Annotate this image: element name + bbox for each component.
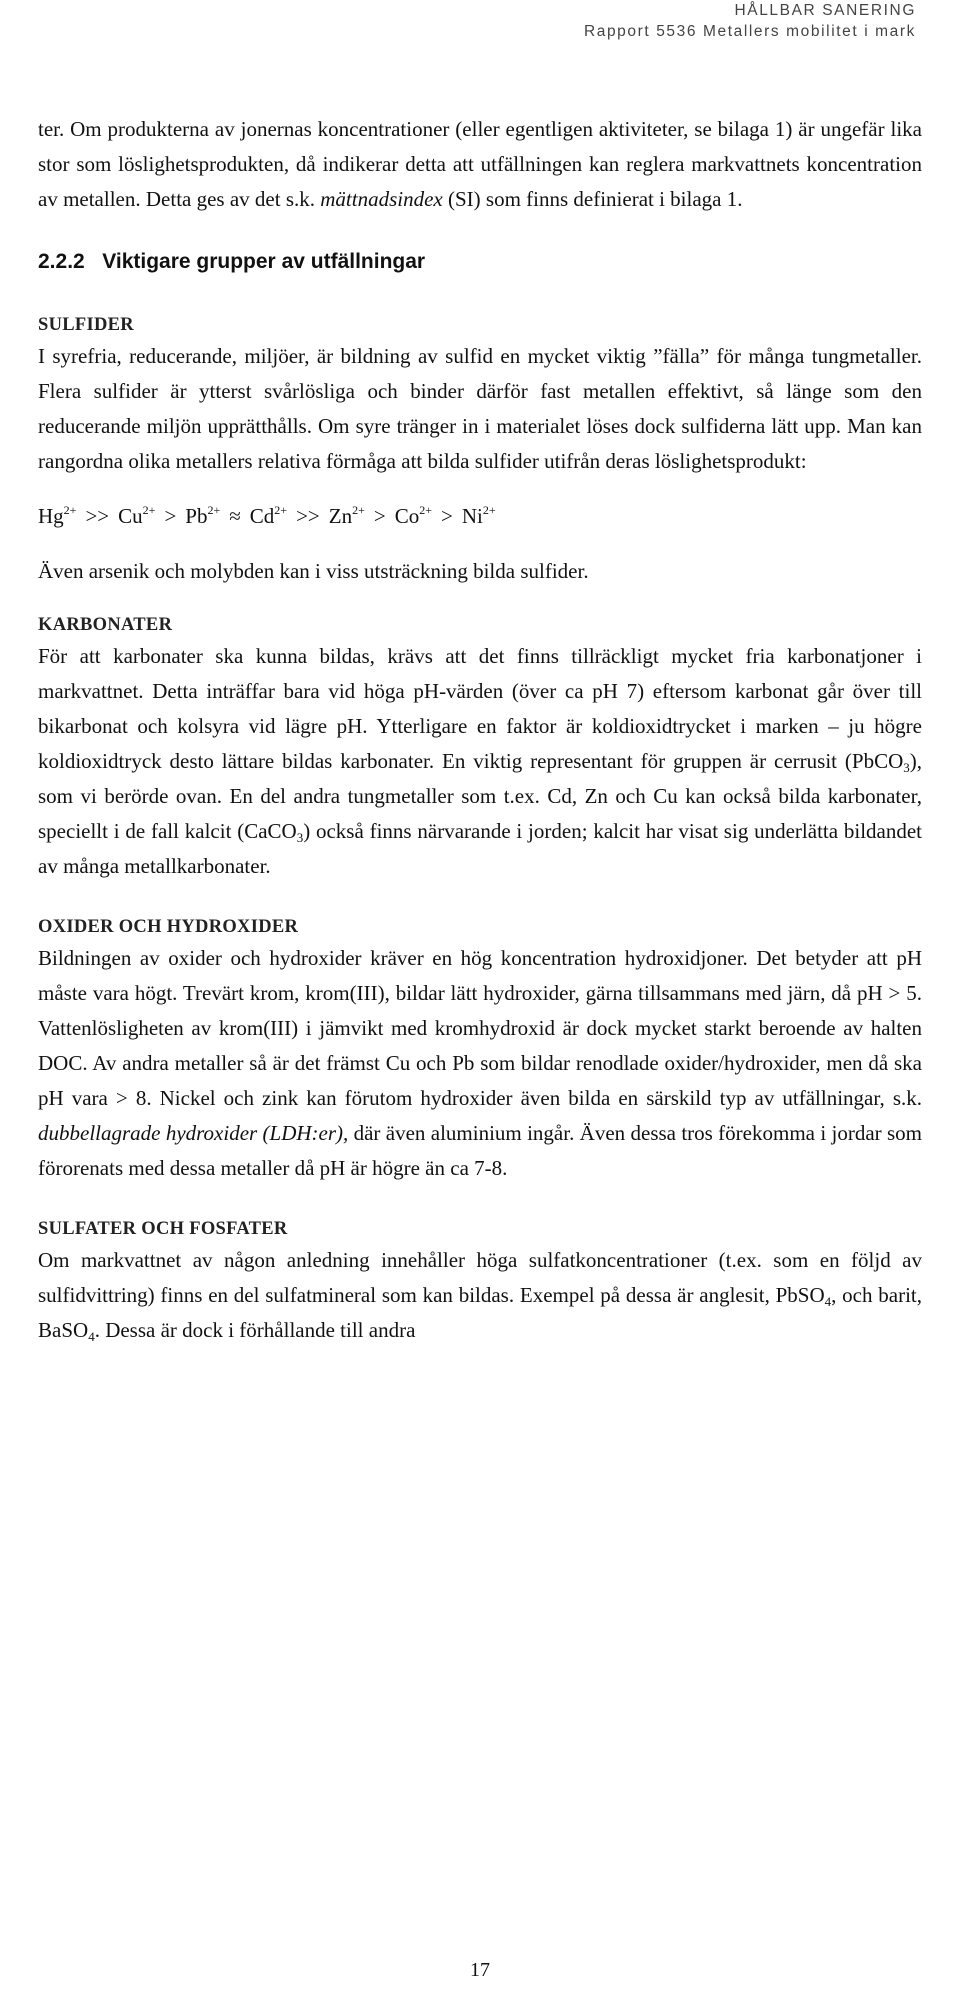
section-number: 2.2.2	[38, 250, 85, 273]
karbonater-paragraph: För att karbonater ska kunna bildas, krävs att det finns tillräckligt mycket fria karbonatjoner i markvattnet. Detta inträffar bara vid höga pH-värden (över ca pH 7) eftersom karbonat går över till bikarbonat och kolsyra vid lägre pH. Ytterligare en faktor är koldioxidtrycket i marken – ju högre koldioxidtryck desto lättare bildas karbonater. En viktig representant för gruppen är cerrusit (PbCO$_3$), som vi berörde ovan. En del andra tungmetaller som t.ex. Cd, Zn och Cu kan också bilda karbonater, speciellt i de fall kalcit (CaCO$_3$) också finns närvarande i jorden; kalcit har visat sig underlätta bildandet av många metallkarbonater.	[38, 644, 922, 878]
ion-ni: $Ni^{2+}$	[461, 503, 496, 528]
oxider-paragraph: Bildningen av oxider och hydroxider kräver en hög koncentration hydroxidjoner. Det betyder att pH måste vara högt. Trevärt krom, krom(III), bildar lätt hydroxider, gärna tillsammans med järn, då pH > 5. Vattenlösligheten av krom(III) i jämvikt med kromhydroxid är dock mycket starkt beroende av halten DOC. Av andra metaller så är det främst Cu och Pb som bildar renodlade oxider/hydroxider, men då ska pH vara > 8. Nickel och zink kan förutom hydroxider även bilda en särskild typ av utfällningar, s.k. dubbellagrade hydroxider (LDH:er), där även aluminium ingår. Även dessa tros förekomma i jordar som förorenats med dessa metaller då pH är högre än ca 7-8.	[38, 946, 922, 1180]
subheading-sulfater: SULFATER OCH FOSFATER	[38, 1219, 288, 1239]
section-heading	[38, 244, 922, 279]
page-number: 17	[470, 1959, 490, 1981]
arsenic-molybdenum-note: Även arsenik och molybden kan i viss utsträckning bilda sulfider.	[38, 559, 589, 583]
subheading-karbonater: KARBONATER	[38, 615, 173, 635]
intro-italic-term: mättnadsindex	[320, 187, 443, 211]
ion-hg: $Hg^{2+}$	[38, 503, 77, 528]
ion-co: $Co^{2+}$	[394, 503, 433, 528]
oxider-italic-term: dubbellagrade hydroxider (LDH:er),	[38, 1121, 349, 1145]
ion-zn: $Zn^{2+}$	[328, 503, 365, 528]
subheading-oxider: OXIDER OCH HYDROXIDER	[38, 917, 299, 937]
sulfater-paragraph: Om markvattnet av någon anledning innehåller höga sulfatkoncentrationer (t.ex. som en följd av sulfidvittring) finns en del sulfatmineral som kan bildas. Exempel på dessa är anglesit, PbSO$_4$, och barit, BaSO$_4$. Dessa är dock i förhållande till andra	[38, 1248, 922, 1344]
ion-pb: $Pb^{2+}$	[185, 503, 221, 528]
intro-paragraph: ter. Om produkterna av jonernas koncentrationer (eller egentligen aktiviteter, se bilaga 1) är ungefär lika stor som löslighetsprodukten, då indikerar detta att utfällningen kan reglera markvattnets koncentration av metallen. Detta ges av det s.k. mättnadsindex (SI) som finns definierat i bilaga 1.	[38, 117, 922, 211]
subheading-sulfider: SULFIDER	[38, 315, 134, 335]
running-header	[584, 0, 916, 42]
ion-cu: $Cu^{2+}$	[118, 503, 156, 528]
header-report: Rapport 5536 Metallers mobilitet i mark	[583, 23, 916, 40]
sulfide-solubility-ranking: $Hg^{2+} >> Cu^{2+} > Pb^{2+} \approx Cd^{2+} >> Zn^{2+} > Co^{2+} > Ni^{2+}$	[38, 503, 496, 528]
page-content	[38, 112, 922, 1348]
section-title: Viktigare grupper av utfällningar	[102, 250, 426, 273]
header-title: HÅLLBAR SANERING	[734, 2, 916, 19]
sulfider-paragraph: I syrefria, reducerande, miljöer, är bildning av sulfid en mycket viktig ”fälla” för många tungmetaller. Flera sulfider är ytterst svårlösliga och binder därför fast metallen effektivt, så länge som den reducerande miljön upprätthålls. Om syre tränger in i materialet löses dock sulfiderna lätt upp. Man kan rangordna olika metallers relativa förmåga att bilda sulfider utifrån deras löslighetsprodukt:	[38, 344, 922, 473]
ion-cd: $Cd^{2+}$	[249, 503, 288, 528]
